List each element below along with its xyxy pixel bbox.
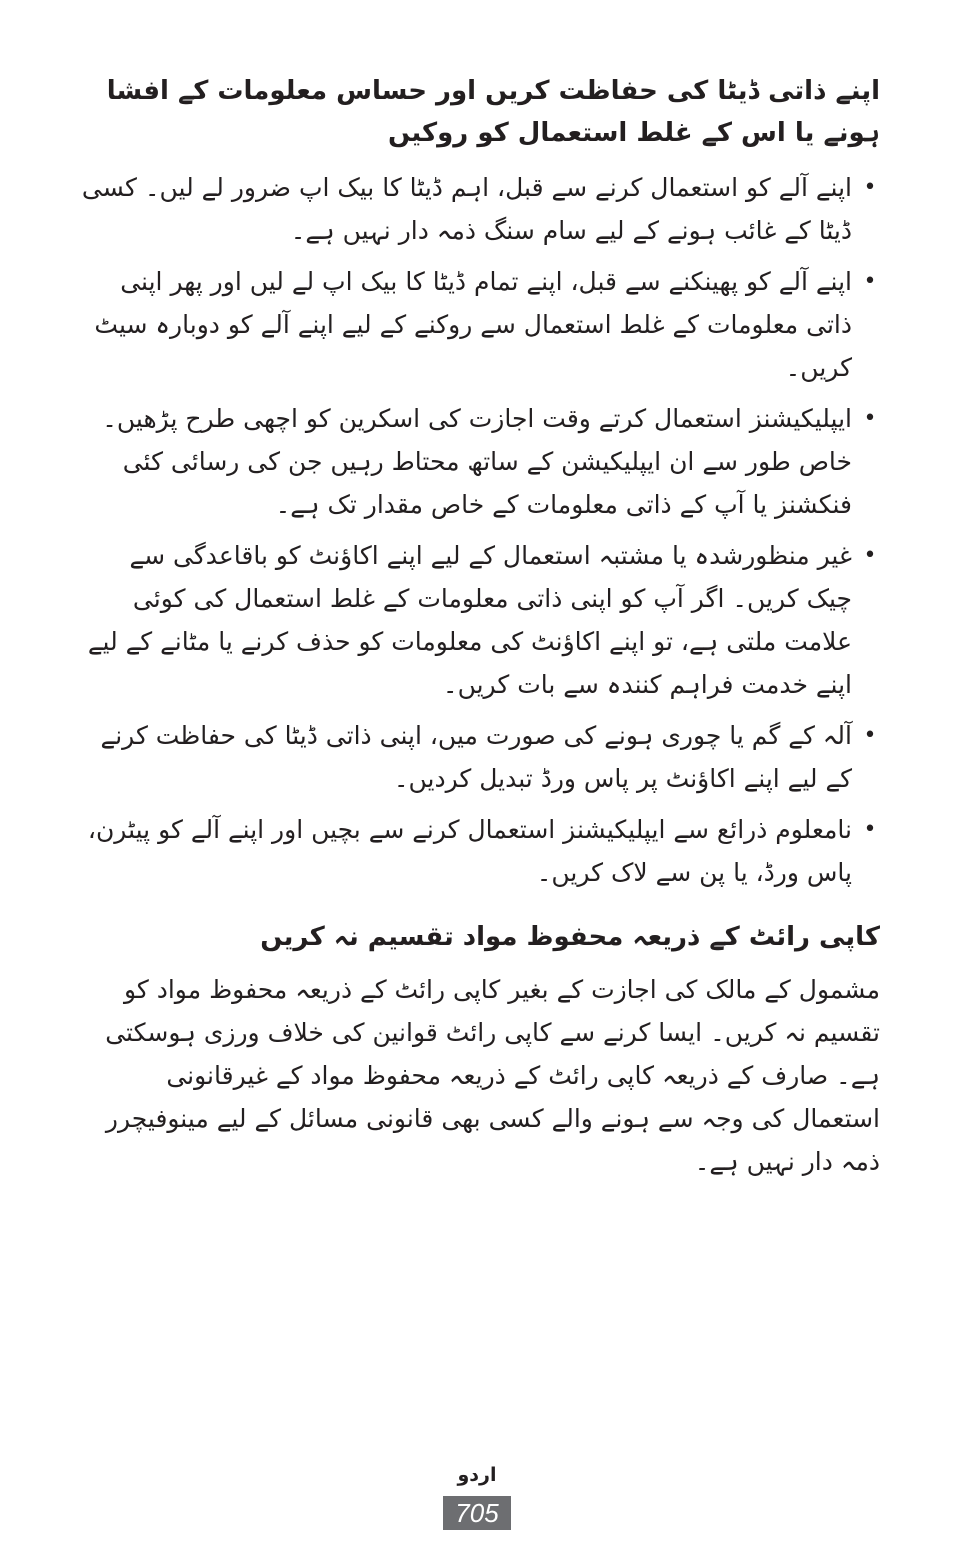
list-item-text: اپنے آلے کو پھینکنے سے قبل، اپنے تمام ڈیٹا کا بیک اپ لے لیں اور پھر اپنی ذاتی معلومات کے غلط استعمال سے روکنے کے لیے اپنے آلے کو دوبارہ سیٹ کریں۔ — [94, 267, 852, 382]
list-item-text: غیر منظورشدہ یا مشتبہ استعمال کے لیے اپنے اکاؤنٹ کو باقاعدگی سے چیک کریں۔ اگر آپ کو اپنی ذاتی معلومات کے غلط استعمال کی کوئی علامت ملتی ہے، تو اپنے اکاؤنٹ کی معلومات کو حذف کرنے یا مٹانے کے لیے اپنے خدمت فراہم کنندہ سے بات کریں۔ — [87, 541, 852, 699]
section-heading-personal-data: اپنے ذاتی ڈیٹا کی حفاظت کریں اور حساس معلومات کے افشا ہونے یا اس کے غلط استعمال کو روکیں — [106, 76, 880, 148]
page-footer — [0, 1462, 954, 1530]
list-item — [80, 166, 880, 252]
page-content — [80, 70, 880, 1183]
list-item-text: نامعلوم ذرائع سے ایپلیکیشنز استعمال کرنے سے بچیں اور اپنے آلے کو پیٹرن، پاس ورڈ، یا پن سے لاک کریں۔ — [87, 815, 852, 887]
list-item — [80, 534, 880, 706]
bullet-icon: • — [863, 269, 877, 294]
list-item — [80, 714, 880, 800]
page-number: 705 — [443, 1496, 511, 1530]
bullet-list — [80, 166, 880, 894]
bullet-icon: • — [863, 817, 877, 842]
section-heading-copyright: کاپی رائٹ کے ذریعہ محفوظ مواد تقسیم نہ کریں — [260, 922, 880, 952]
list-item-text: اپنے آلے کو استعمال کرنے سے قبل، اہم ڈیٹا کا بیک اپ ضرور لے لیں۔ کسی ڈیٹا کے غائب ہونے کے لیے سام سنگ ذمہ دار نہیں ہے۔ — [81, 173, 852, 245]
list-item — [80, 260, 880, 389]
footer-language-label: اردو — [457, 1464, 497, 1486]
list-item-text: آلہ کے گم یا چوری ہونے کی صورت میں، اپنی ذاتی ڈیٹا کی حفاظت کرنے کے لیے اپنے اکاؤنٹ پر پاس ورڈ تبدیل کردیں۔ — [100, 721, 852, 793]
copyright-paragraph: مشمول کے مالک کی اجازت کے بغیر کاپی رائٹ کے ذریعہ محفوظ مواد کو تقسیم نہ کریں۔ ایسا کرنے سے کاپی رائٹ قوانین کی خلاف ورزی ہوسکتی ہے۔ صارف کے ذریعہ کاپی رائٹ کے ذریعہ محفوظ مواد کے غیرقانونی استعمال کی وجہ سے ہونے والے کسی بھی قانونی مسائل کے لیے مینوفیچرر ذمہ دار نہیں ہے۔ — [105, 975, 880, 1176]
list-item — [80, 397, 880, 526]
list-item-text: ایپلیکیشنز استعمال کرتے وقت اجازت کی اسکرین کو اچھی طرح پڑھیں۔ خاص طور سے ان ایپلیکیشن کے ساتھ محتاط رہیں جن کی رسائی کئی فنکشنز یا آپ کے ذاتی معلومات کے خاص مقدار تک ہے۔ — [102, 404, 852, 519]
bullet-icon: • — [863, 175, 877, 200]
list-item — [80, 808, 880, 894]
bullet-icon: • — [863, 723, 877, 748]
bullet-icon: • — [863, 406, 877, 431]
bullet-icon: • — [863, 543, 877, 568]
